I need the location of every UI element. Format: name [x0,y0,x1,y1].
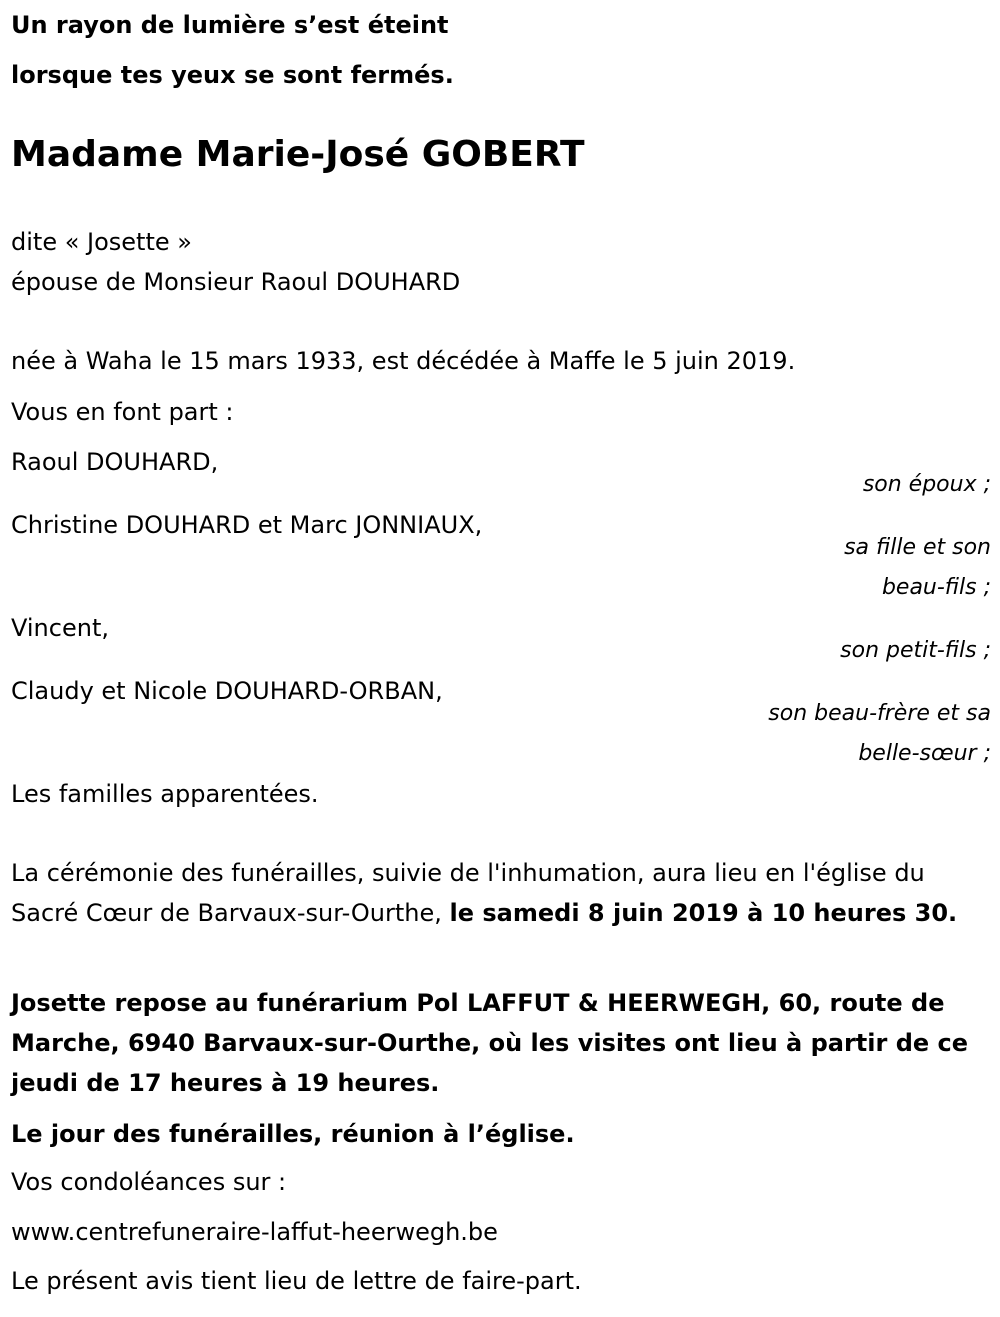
deceased-nickname: dite « Josette » [11,228,192,256]
funeral-day-meeting: Le jour des funérailles, réunion à l’église. [11,1120,575,1148]
epigraph-line-2: lorsque tes yeux se sont fermés. [11,61,454,89]
announcer-role: sa fille et son [844,535,991,560]
announcer-name: Claudy et Nicole DOUHARD-ORBAN, [11,677,443,705]
ceremony-datetime: le samedi 8 juin 2019 à 10 heures 30. [449,899,958,927]
visitation-paragraph: Josette repose au funérarium Pol LAFFUT & HEERWEGH, 60, route de Marche, 6940 Barvaux-sur-Ourthe, où les visites ont lieu à partir de ce jeudi de 17 heures à 19 heures. [11,989,969,1097]
birth-death-statement: née à Waha le 15 mars 1933, est décédée à Maffe le 5 juin 2019. [11,347,796,375]
condolences-url[interactable]: www.centrefuneraire-laffut-heerwegh.be [11,1218,498,1246]
closing-statement: Le présent avis tient lieu de lettre de faire-part. [11,1267,582,1295]
deceased-spouse: épouse de Monsieur Raoul DOUHARD [11,268,461,296]
announcer-role: beau-fils ; [881,575,991,600]
deceased-name: Madame Marie-José GOBERT [11,134,585,175]
announcer-role: belle-sœur ; [858,741,991,766]
announcer-role: son beau-frère et sa [768,701,991,726]
announcer-name: Christine DOUHARD et Marc JONNIAUX, [11,511,483,539]
announcer-name: Raoul DOUHARD, [11,448,219,476]
announcers-intro: Vous en font part : [11,398,234,426]
condolences-label: Vos condoléances sur : [11,1168,287,1196]
ceremony-paragraph [11,853,986,933]
ceremony-text: La cérémonie des funérailles, suivie de l'inhumation, aura lieu en l'église du Sacré Cœur de Barvaux-sur-Ourthe, [11,859,925,927]
announcer-role: son époux ; [862,472,991,497]
related-families: Les familles apparentées. [11,780,319,808]
epigraph-line-1: Un rayon de lumière s’est éteint [11,11,449,39]
announcer-role: son petit-fils ; [840,638,991,663]
announcer-name: Vincent, [11,614,109,642]
